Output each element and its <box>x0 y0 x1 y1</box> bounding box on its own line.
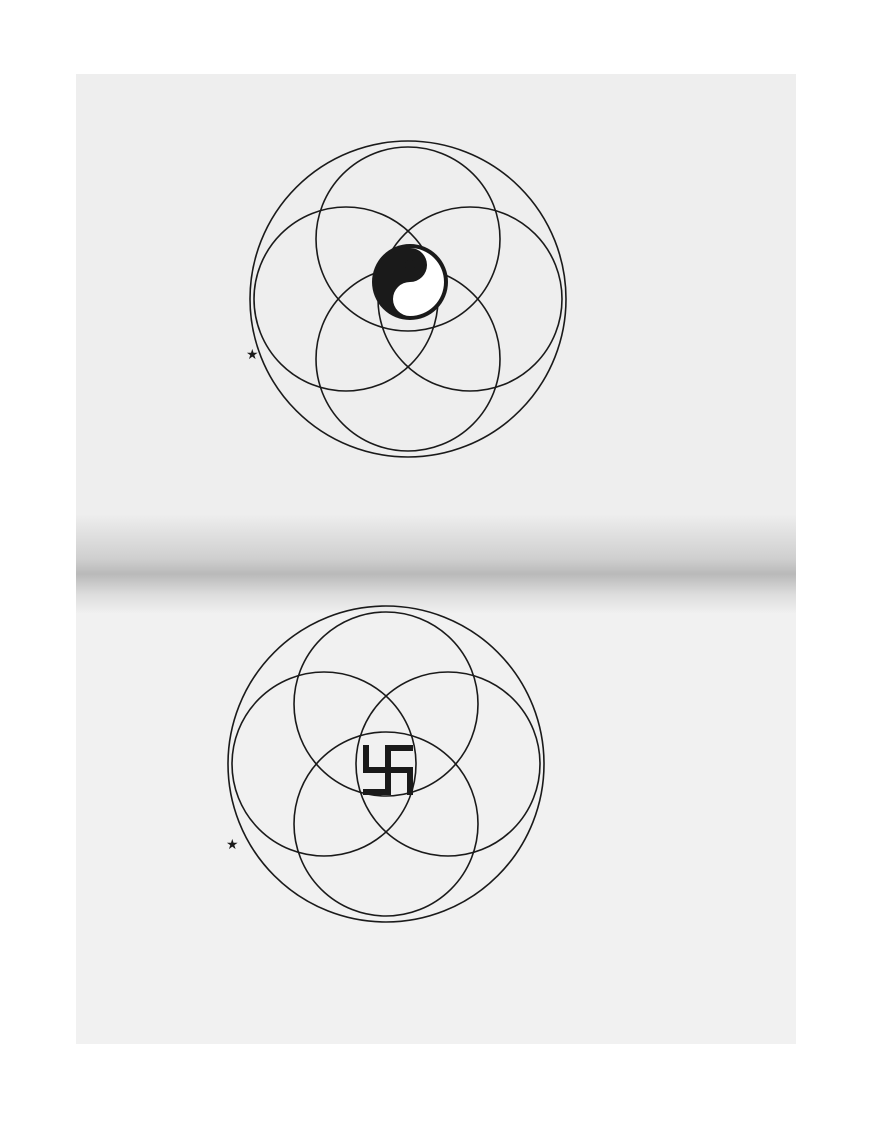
top-star-mark: ★ <box>246 347 259 363</box>
scanned-spread <box>76 74 796 1044</box>
bottom-star-mark: ★ <box>226 837 239 853</box>
decoding-diagrams <box>76 74 796 1044</box>
wan-symbol <box>366 748 410 792</box>
bottom-circle-right <box>356 672 540 856</box>
taiji-symbol <box>372 244 448 320</box>
